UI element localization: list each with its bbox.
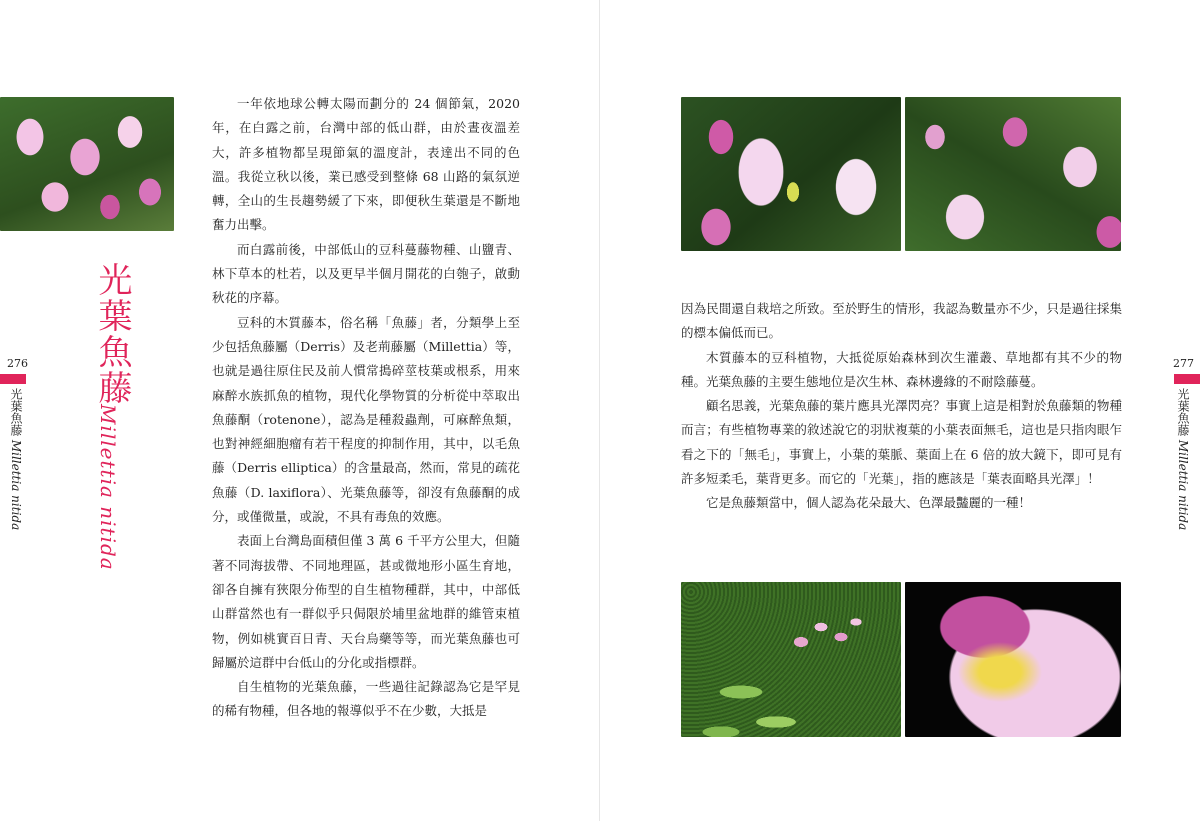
paragraph: 豆科的木質藤本，俗名稱「魚藤」者，分類學上至少包括魚藤屬（Derris）及老荊藤屬（Millettia）等，也就是過往原住民及前人慣常搗碎莖枝葉或根系，用來麻醉水族抓魚的植物，現代化學物質的分析從中萃取出魚藤酮（rotenone），認為是種殺蟲劑，可麻醉魚類，也對神經細胞瘤有若干程度的抑制作用，其中，以毛魚藤（Derris elliptica）的含量最高，然而，常見的疏花魚藤（D. laxiflora）、光葉魚藤等，卻沒有魚藤酮的成分，或僅微量，或說，不具有毒魚的效應。 [212, 314, 520, 525]
paragraph: 木質藤本的豆科植物，大抵從原始森林到次生灌叢、草地都有其不少的物種。光葉魚藤的主要生態地位是次生林、森林邊緣的不耐陰藤蔓。 [681, 349, 1122, 389]
page-number-right: 277 [1173, 357, 1194, 370]
right-page [600, 0, 1200, 821]
side-title-latin-right: Millettia nitida [1176, 439, 1190, 531]
side-title-right [1175, 388, 1192, 530]
side-title-left [8, 388, 25, 530]
main-title: 光葉魚藤 [92, 262, 132, 406]
chapter-marker-left [0, 374, 26, 384]
paragraph: 而白露前後，中部低山的豆科蔓藤物種、山鹽青、林下草本的杜若，以及更早半個月開花的白匏子，啟動秋花的序幕。 [212, 241, 520, 306]
chapter-marker-right [1174, 374, 1200, 384]
paragraph: 一年依地球公轉太陽而劃分的 24 個節氣，2020 年，在白露之前，台灣中部的低山群，由於晝夜溫差大，許多植物都呈現節氣的溫度計，表達出不同的色溫。我從立秋以後，業已感受到整條 68 山路的氣氛逆轉，全山的生長趨勢緩了下來，即便秋生葉還是不斷地奮力出擊。 [212, 96, 520, 233]
flower-closeup-photo [905, 582, 1121, 737]
paragraph: 表面上台灣島面積但僅 3 萬 6 千平方公里大，但隨著不同海拔帶、不同地理區，甚或微地形小區生育地，卻各自擁有狹限分佈型的自生植物種群，其中，中部低山群當然也有一群似乎只侷限於埔里盆地群的維管束植物，例如桃實百日青、天台烏藥等等，而光葉魚藤也可歸屬於這群中台低山的分化或指標群。 [212, 533, 520, 670]
latin-title: Millettia nitida [96, 404, 120, 571]
page-number-left: 276 [7, 357, 28, 370]
flower-photo-top-1 [681, 97, 901, 251]
paragraph: 顧名思義，光葉魚藤的葉片應具光澤閃亮？事實上這是相對於魚藤類的物種而言；有些植物專業的敘述說它的羽狀複葉的小葉表面無毛，這也是只指肉眼乍看之下的「無毛」，事實上，小葉的葉脈、葉面上在 6 倍的放大鏡下，即可見有許多短柔毛，葉背更多。而它的「光葉」，指的應該是「葉表面略具光澤」！ [681, 398, 1122, 487]
vine-photo [681, 582, 901, 737]
body-text-left [212, 92, 520, 724]
paragraph: 因為民間還自栽培之所致。至於野生的情形，我認為數量亦不少，只是過往採集的標本偏低而已。 [681, 301, 1122, 341]
flower-photo-top-left [0, 97, 174, 231]
side-title-zh-right: 光葉魚藤 [1176, 388, 1190, 436]
side-title-latin-left: Millettia nitida [9, 439, 23, 531]
body-text-right [681, 297, 1122, 516]
paragraph: 自生植物的光葉魚藤，一些過往記錄認為它是罕見的稀有物種，但各地的報導似乎不在少數，大抵是 [212, 679, 520, 719]
paragraph: 它是魚藤類當中，個人認為花朵最大、色澤最豔麗的一種！ [706, 495, 1032, 511]
flower-photo-top-2 [905, 97, 1121, 251]
side-title-zh-left: 光葉魚藤 [9, 388, 23, 436]
